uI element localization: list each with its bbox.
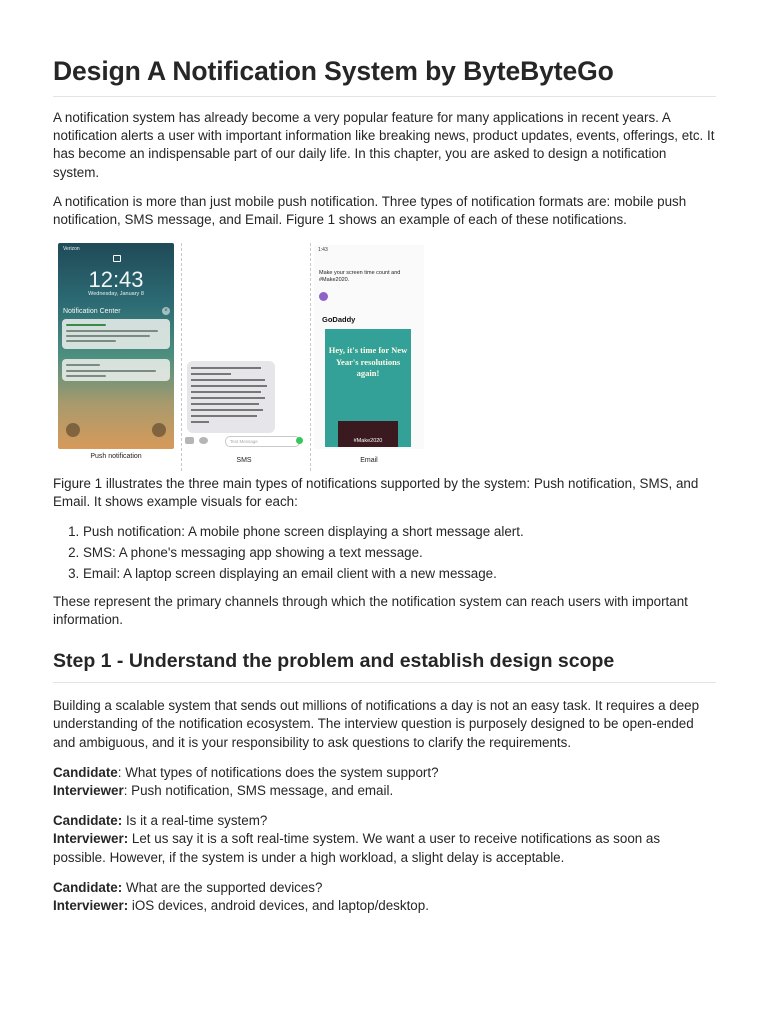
caption-push: Push notification: [90, 453, 142, 461]
qa-pair: Candidate: What types of notifications does the system support? Interviewer: Push notification, SMS message, and email.: [53, 764, 439, 799]
notification-center-label: Notification Center: [63, 308, 121, 316]
send-icon: [296, 437, 303, 444]
candidate-question: Is it a real-time system?: [125, 813, 268, 829]
qa-pair: [53, 812, 716, 867]
camera-icon: [152, 423, 166, 437]
banner-image: [338, 421, 398, 447]
caption-email: Email: [360, 457, 378, 465]
sms-timestamp: [183, 353, 306, 358]
sender-avatar: [319, 292, 328, 301]
figure-divider: [181, 243, 182, 471]
candidate-label: Candidate: [53, 764, 118, 780]
page-title: Design A Notification System by ByteByteGo: [53, 0, 716, 97]
interviewer-label: Interviewer:: [53, 831, 129, 847]
lock-icon: [113, 255, 121, 262]
carrier-label: Verizon: [63, 246, 80, 253]
sender-logo: GoDaddy: [322, 315, 356, 325]
lockscreen-date: Wednesday, January 8: [88, 291, 144, 298]
channels-summary: These represent the primary channels through which the notification system can reach users with important information.: [53, 593, 688, 628]
qa-pair: [53, 879, 716, 915]
list-item: 3. Email: A laptop screen displaying an email client with a new message.: [83, 565, 716, 583]
figure-divider: [310, 243, 311, 471]
sms-input-bar: [185, 436, 304, 447]
notification-card: [62, 359, 170, 381]
candidate-label: Candidate:: [53, 879, 123, 895]
step1-heading: Step 1 - Understand the problem and establish design scope: [53, 650, 716, 683]
sms-text-field: Text Message: [225, 436, 300, 447]
candidate-question: What types of notifications does the system support?: [125, 764, 439, 780]
flashlight-icon: [66, 423, 80, 437]
sms-message-bubble: [187, 361, 275, 433]
interviewer-answer: Let us say it is a soft real-time system. We want a user to receive notifications as soon as possible. However, if the system is under a high workload, a slight delay is acceptable.: [53, 831, 661, 865]
interviewer-answer: Push notification, SMS message, and email.: [131, 783, 394, 799]
candidate-question: What are the supported devices?: [125, 879, 323, 895]
email-subject: Make your screen time count and #Make2020.: [319, 270, 401, 284]
notification-types-list: [53, 523, 716, 583]
email-banner: [325, 329, 411, 447]
candidate-label: Candidate:: [53, 813, 123, 829]
notification-card: [62, 319, 170, 349]
email-screenshot: [314, 245, 424, 449]
sms-screenshot: [183, 351, 306, 449]
push-notification-screenshot: [58, 243, 174, 449]
close-icon: ×: [162, 307, 170, 315]
banner-hashtag: #Make2020: [353, 438, 383, 445]
interviewer-answer: iOS devices, android devices, and laptop/desktop.: [131, 898, 429, 914]
figure-1: [56, 243, 716, 471]
step1-intro: Building a scalable system that sends out millions of notifications a day is not an easy task. It requires a deep understanding of the notification ecosystem. The interview question is purposely designed to be open-ended and ambiguous, and it is your responsibility to ask questions to clarify the requirements.: [53, 698, 700, 750]
intro-paragraph-1: A notification system has already become a very popular feature for many applications in recent years. A notification alerts a user with important information like breaking news, product updates, events, offerings, etc. It has become an indispensable part of our daily life. In this chapter, you are asked to design a notification system.: [53, 110, 715, 180]
caption-sms: SMS: [236, 457, 252, 465]
app-store-icon: [199, 437, 208, 444]
status-time: 1:43: [318, 247, 328, 254]
interviewer-label: Interviewer: [53, 783, 124, 799]
camera-icon: [185, 437, 194, 444]
figure-description: Figure 1 illustrates the three main types of notifications supported by the system: Push notification, SMS, and Email. It shows example visuals for each:: [53, 476, 699, 510]
lockscreen-time: 12:43: [88, 267, 144, 293]
interviewer-label: Interviewer:: [53, 898, 129, 914]
intro-paragraph-2: A notification is more than just mobile push notification. Three types of notification formats are: mobile push notification, SMS message, and Email. Figure 1 shows an example of each of these notifications.: [53, 193, 687, 228]
list-item: 2. SMS: A phone's messaging app showing a text message.: [83, 544, 716, 562]
list-item: 1. Push notification: A mobile phone screen displaying a short message alert.: [83, 523, 716, 541]
banner-text: Hey, it's time for New Year's resolutions again!: [328, 345, 408, 379]
